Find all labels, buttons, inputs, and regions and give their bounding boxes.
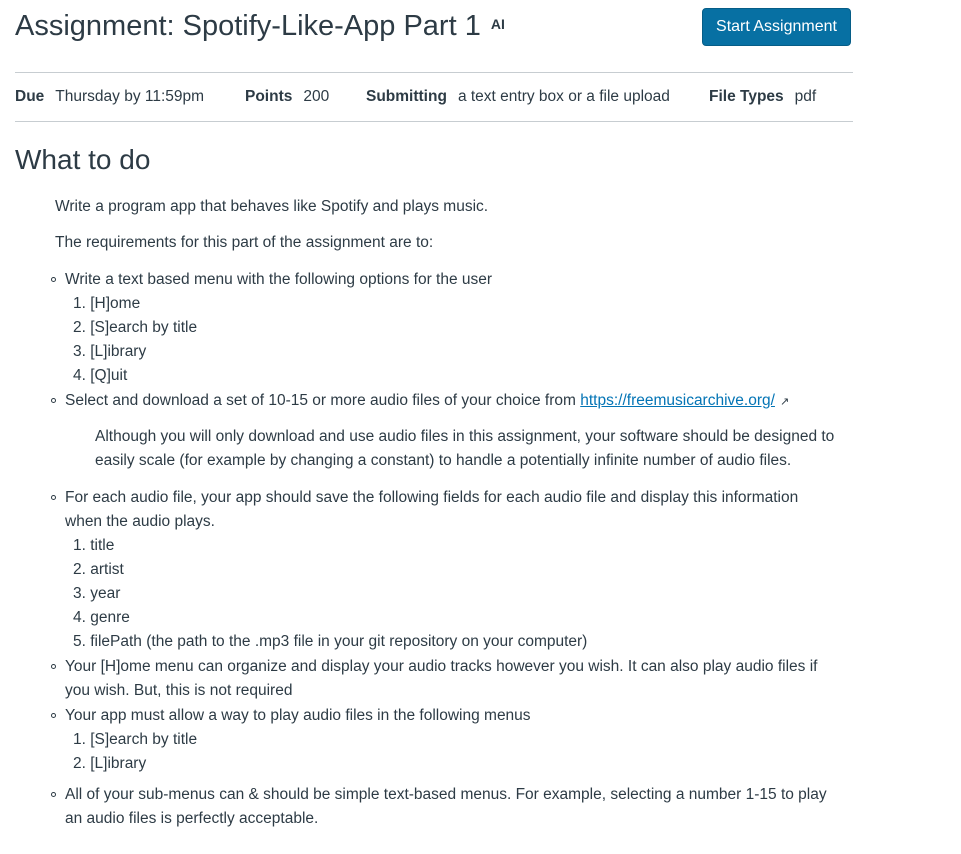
start-assignment-button[interactable]: Start Assignment [702, 8, 851, 46]
page-title [15, 6, 505, 47]
assignment-details [15, 72, 853, 122]
field-filepath: 5. filePath (the path to the .mp3 file in your git repository on your computer) [73, 633, 588, 650]
list-item: All of your sub-menus can & should be simple text-based menus. For example, selecting a number 1-15 to play [65, 786, 827, 803]
due-label: Due [15, 88, 45, 105]
bullet-marker [51, 713, 56, 718]
bullet-marker [51, 495, 56, 500]
bullet-marker [51, 398, 56, 403]
bullet-marker [51, 664, 56, 669]
field-genre: 4. genre [73, 609, 130, 626]
list-item-continued: you wish. But, this is not required [65, 682, 293, 699]
list-item-continued: when the audio plays. [65, 513, 215, 530]
field-year: 3. year [73, 585, 121, 602]
file-types-label: File Types [709, 88, 784, 105]
file-types-value: pdf [794, 88, 817, 105]
bullet-marker [51, 792, 56, 797]
field-artist: 2. artist [73, 561, 124, 578]
menu-option-library: 3. [L]ibrary [73, 343, 147, 360]
intro-paragraph: Write a program app that behaves like Spotify and plays music. [55, 198, 489, 215]
file-types-detail [709, 88, 816, 106]
section-heading: What to do [15, 144, 151, 175]
menu-option-home: 1. [H]ome [73, 295, 141, 312]
ai-assist-icon[interactable]: AI [490, 16, 505, 33]
list-item: Your [H]ome menu can organize and display your audio tracks however you wish. It can also play audio files if [65, 658, 818, 675]
play-menu-search: 1. [S]earch by title [73, 731, 198, 748]
assignment-title-text: Assignment: Spotify-Like-App Part 1 [15, 10, 481, 42]
external-link-icon: ↗ [779, 396, 790, 408]
bullet-marker [51, 277, 56, 282]
scaling-note-line: easily scale (for example by changing a constant) to handle a potentially infinite number of audio files. [95, 452, 792, 469]
list-item: Your app must allow a way to play audio files in the following menus [65, 707, 531, 724]
menu-option-search: 2. [S]earch by title [73, 319, 198, 336]
due-detail [15, 88, 204, 106]
free-music-archive-link[interactable]: https://freemusicarchive.org/ [580, 392, 775, 409]
submitting-value: a text entry box or a file upload [457, 88, 670, 105]
play-menu-library: 2. [L]ibrary [73, 755, 147, 772]
menu-option-quit: 4. [Q]uit [73, 367, 128, 384]
field-title: 1. title [73, 537, 115, 554]
download-text: Select and download a set of 10-15 or more audio files of your choice from [65, 392, 581, 409]
requirements-intro: The requirements for this part of the assignment are to: [55, 234, 434, 251]
points-detail [245, 88, 329, 106]
list-item [65, 389, 789, 414]
points-label: Points [245, 88, 293, 105]
list-item: Write a text based menu with the following options for the user [65, 271, 493, 288]
list-item: For each audio file, your app should save the following fields for each audio file and display this information [65, 489, 799, 506]
due-value: Thursday by 11:59pm [55, 88, 205, 105]
points-value: 200 [303, 88, 330, 105]
scaling-note-line: Although you will only download and use audio files in this assignment, your software should be designed to [95, 428, 835, 445]
list-item-continued: an audio files is perfectly acceptable. [65, 810, 319, 827]
submitting-detail [366, 88, 670, 106]
submitting-label: Submitting [366, 88, 447, 105]
